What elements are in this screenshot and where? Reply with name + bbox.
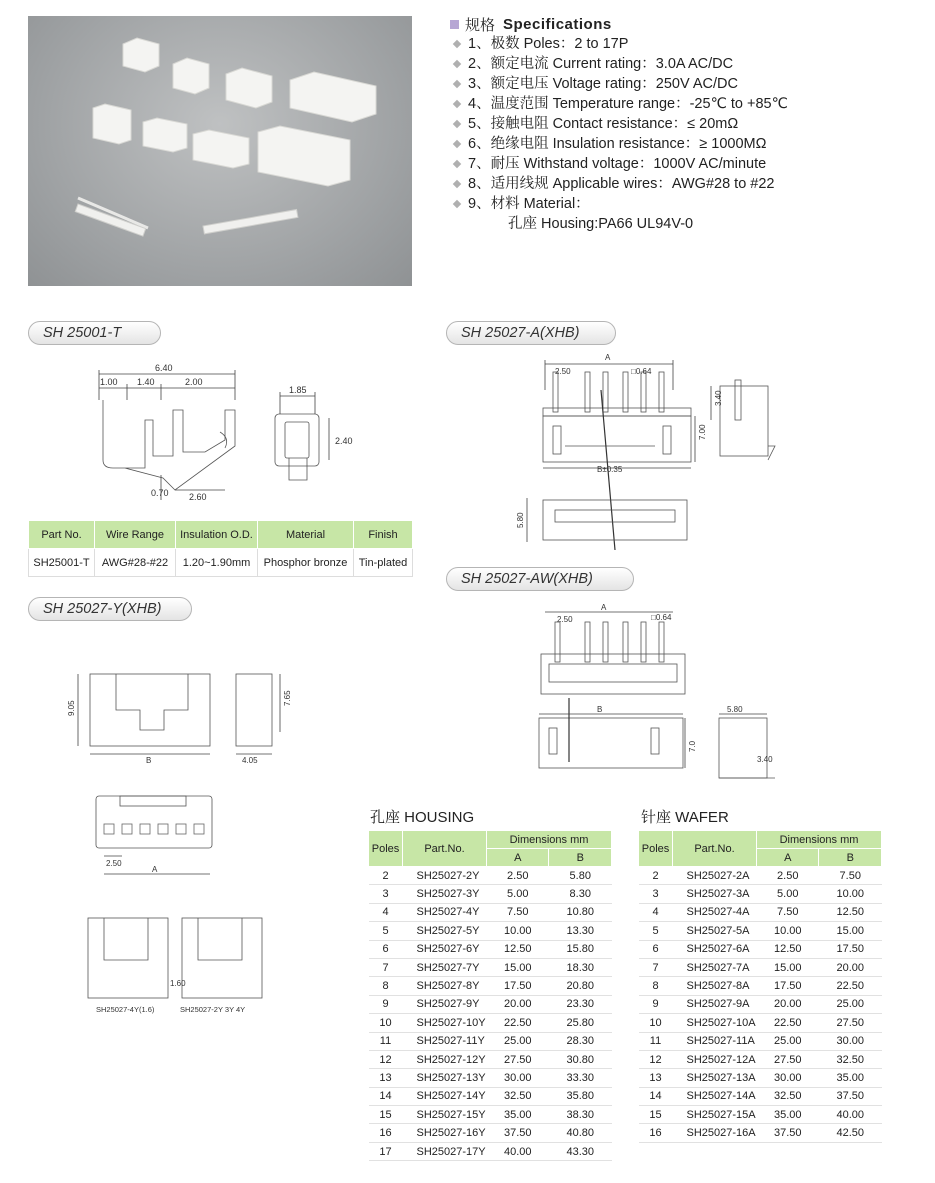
heading-cn: 规格 xyxy=(465,16,496,34)
col-part-no: Part No. xyxy=(29,521,95,549)
wafer-a-dim-h: 7.00 xyxy=(698,424,707,440)
housing-dim-gap: 1.60 xyxy=(170,979,186,988)
bullet-diamond-icon xyxy=(453,60,461,68)
table-row: 6 SH25027-6A 12.50 17.50 xyxy=(639,940,882,958)
housing-dim-side-w: 4.05 xyxy=(242,756,258,765)
wafer-aw-dim-a: A xyxy=(601,603,607,612)
wafer-aw-dim-b: B xyxy=(597,705,603,714)
dim-base: 2.60 xyxy=(189,492,207,502)
dim-thick: 0.70 xyxy=(151,488,169,498)
table-row: 7 SH25027-7Y 15.00 18.30 xyxy=(369,958,612,976)
table-row: 7 SH25027-7A 15.00 20.00 xyxy=(639,958,882,976)
bullet-diamond-icon xyxy=(453,120,461,128)
table-row: 10 SH25027-10A 22.50 27.50 xyxy=(639,1014,882,1032)
housing-dim-a: A xyxy=(152,865,158,874)
bullet-diamond-icon xyxy=(453,80,461,88)
table-row: 13 SH25027-13Y 30.00 33.30 xyxy=(369,1069,612,1087)
table-row: 2 SH25027-2Y 2.50 5.80 xyxy=(369,867,612,885)
wafer-a-drawing xyxy=(505,350,785,550)
housing-table-title: 孔座 HOUSING xyxy=(370,809,475,826)
table-row: 14 SH25027-14Y 32.50 35.80 xyxy=(369,1087,612,1105)
table-header-row xyxy=(29,521,413,549)
bullet-diamond-icon xyxy=(453,200,461,208)
table-row: 4 SH25027-4Y 7.50 10.80 xyxy=(369,903,612,921)
table-row: 11 SH25027-11Y 25.00 28.30 xyxy=(369,1032,612,1050)
wafer-table xyxy=(638,830,882,1143)
spec-item: 8、适用线规 Applicable wires：AWG#28 to #22 xyxy=(450,174,920,194)
spec-item: 3、额定电压 Voltage rating：250V AC/DC xyxy=(450,74,920,94)
table-row: 17 SH25027-17Y 40.00 43.30 xyxy=(369,1142,612,1160)
housing-dim-b: B xyxy=(146,756,152,765)
product-photo xyxy=(28,16,412,286)
table-header-row: Poles Part.No. Dimensions mm xyxy=(369,831,612,849)
wafer-a-dim-b: B±0.35 xyxy=(597,465,623,474)
dim-d1: 1.00 xyxy=(100,377,118,387)
table-subheader-row: A B xyxy=(369,849,612,867)
wafer-a-dim-pin: □0.64 xyxy=(631,367,652,376)
table-subheader-row: A B xyxy=(639,849,882,867)
wafer-aw-dim-pin: □0.64 xyxy=(651,613,672,622)
table-row: SH25001-T AWG#28-#22 1.20~1.90mm Phosphor bronze Tin-plated xyxy=(29,549,413,577)
table-row: 9 SH25027-9A 20.00 25.00 xyxy=(639,995,882,1013)
col-material: Material xyxy=(258,521,354,549)
connector-photo-illustration xyxy=(28,16,412,286)
table-row: 10 SH25027-10Y 22.50 25.80 xyxy=(369,1014,612,1032)
bullet-diamond-icon xyxy=(453,40,461,48)
spec-item: 1、极数 Poles：2 to 17P xyxy=(450,34,920,54)
table-row: 3 SH25027-3A 5.00 10.00 xyxy=(639,885,882,903)
table-row: 12 SH25027-12Y 27.50 30.80 xyxy=(369,1050,612,1068)
housing-caption-right: SH25027-2Y 3Y 4Y xyxy=(180,1005,246,1014)
dim-d3: 2.00 xyxy=(185,377,203,387)
bullet-diamond-icon xyxy=(453,180,461,188)
wafer-table-title: 针座 WAFER xyxy=(641,809,729,826)
table-row: 15 SH25027-15Y 35.00 38.30 xyxy=(369,1106,612,1124)
col-insulation: Insulation O.D. xyxy=(176,521,258,549)
housing-table xyxy=(368,830,612,1161)
specifications-panel xyxy=(450,14,920,234)
spec-item: 2、额定电流 Current rating：3.0A AC/DC xyxy=(450,54,920,74)
section-label-terminal: SH 25001-T xyxy=(28,321,161,345)
table-row: 13 SH25027-13A 30.00 35.00 xyxy=(639,1069,882,1087)
heading-en: Specifications xyxy=(503,15,612,33)
spec-item: 9、材料 Material： xyxy=(450,194,920,214)
section-label-wafer-aw: SH 25027-AW(XHB) xyxy=(446,567,634,591)
table-row: 8 SH25027-8A 17.50 22.50 xyxy=(639,977,882,995)
terminal-drawing xyxy=(85,360,365,505)
table-row: 12 SH25027-12A 27.50 32.50 xyxy=(639,1050,882,1068)
table-header-row: Poles Part.No. Dimensions mm xyxy=(639,831,882,849)
housing-material: 孔座 Housing:PA66 UL94V-0 xyxy=(508,216,694,232)
wafer-aw-drawing xyxy=(505,602,785,802)
table-row: 11 SH25027-11A 25.00 30.00 xyxy=(639,1032,882,1050)
table-row: 6 SH25027-6Y 12.50 15.80 xyxy=(369,940,612,958)
table-row: 5 SH25027-5A 10.00 15.00 xyxy=(639,922,882,940)
wafer-a-dim-side: 3.40 xyxy=(714,390,723,406)
specifications-heading xyxy=(450,14,920,34)
terminal-table xyxy=(28,520,413,577)
housing-y-drawing xyxy=(60,660,320,1030)
table-row: 8 SH25027-8Y 17.50 20.80 xyxy=(369,977,612,995)
dim-height: 2.40 xyxy=(335,436,353,446)
dim-overall: 6.40 xyxy=(155,363,173,373)
wafer-a-dim-pitch: 2.50 xyxy=(555,367,571,376)
table-row: 5 SH25027-5Y 10.00 13.30 xyxy=(369,922,612,940)
table-row: 9 SH25027-9Y 20.00 23.30 xyxy=(369,995,612,1013)
bullet-diamond-icon xyxy=(453,160,461,168)
dim-width: 1.85 xyxy=(289,385,307,395)
table-row: 3 SH25027-3Y 5.00 8.30 xyxy=(369,885,612,903)
wafer-aw-dim-side: 3.40 xyxy=(757,755,773,764)
wafer-a-dim-a: A xyxy=(605,353,611,362)
housing-dim-side-h: 7.65 xyxy=(283,690,292,706)
housing-dim-pitch: 2.50 xyxy=(106,859,122,868)
table-row: 4 SH25027-4A 7.50 12.50 xyxy=(639,903,882,921)
heading-square-icon xyxy=(450,20,459,29)
wafer-aw-dim-h: 7.0 xyxy=(688,740,697,752)
housing-dim-h: 9.05 xyxy=(67,700,76,716)
dim-d2: 1.40 xyxy=(137,377,155,387)
table-row: 16 SH25027-16Y 37.50 40.80 xyxy=(369,1124,612,1142)
wafer-aw-dim-pitch: 2.50 xyxy=(557,615,573,624)
bullet-diamond-icon xyxy=(453,100,461,108)
spec-item: 6、绝缘电阻 Insulation resistance：≥ 1000MΩ xyxy=(450,134,920,154)
spec-item: 7、耐压 Withstand voltage：1000V AC/minute xyxy=(450,154,920,174)
table-row: 14 SH25027-14A 32.50 37.50 xyxy=(639,1087,882,1105)
housing-caption-left: SH25027-4Y(1.6) xyxy=(96,1005,155,1014)
col-wire-range: Wire Range xyxy=(95,521,176,549)
table-row: 2 SH25027-2A 2.50 7.50 xyxy=(639,867,882,885)
section-label-housing-y: SH 25027-Y(XHB) xyxy=(28,597,192,621)
section-label-wafer-a: SH 25027-A(XHB) xyxy=(446,321,616,345)
table-row: 15 SH25027-15A 35.00 40.00 xyxy=(639,1106,882,1124)
table-row: 16 SH25027-16A 37.50 42.50 xyxy=(639,1124,882,1142)
bullet-diamond-icon xyxy=(453,140,461,148)
spec-list xyxy=(450,34,920,214)
col-finish: Finish xyxy=(354,521,413,549)
spec-item: 4、温度范围 Temperature range：-25℃ to +85℃ xyxy=(450,94,920,114)
spec-item: 5、接触电阻 Contact resistance：≤ 20mΩ xyxy=(450,114,920,134)
wafer-a-dim-depth: 5.80 xyxy=(516,512,525,528)
wafer-aw-dim-w: 5.80 xyxy=(727,705,743,714)
